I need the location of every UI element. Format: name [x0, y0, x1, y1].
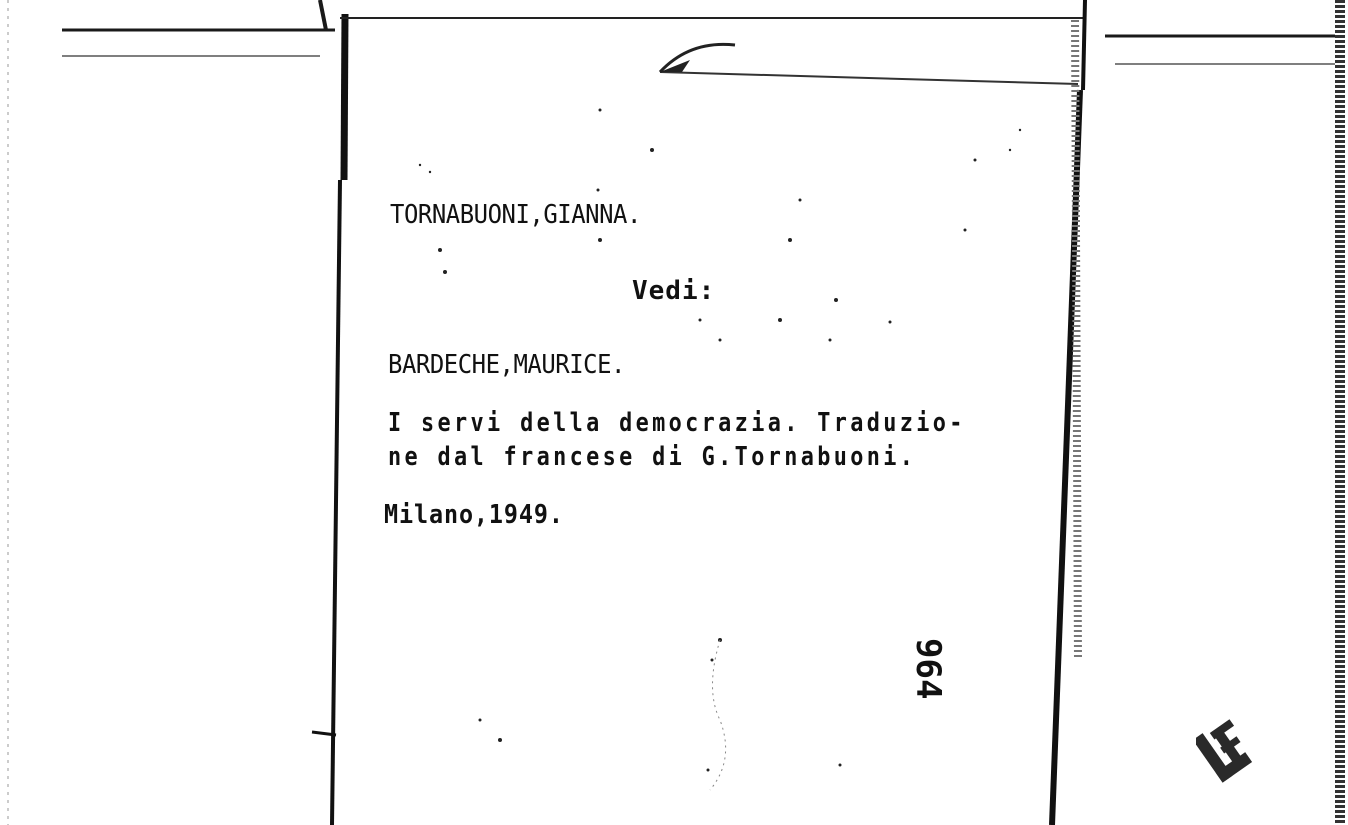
corner-stamp-mark [1196, 712, 1260, 792]
title-line-2: ne dal francese di G.Tornabuoni. [388, 442, 917, 472]
see-reference-label: Vedi: [632, 276, 716, 306]
card-heading: TORNABUONI,GIANNA. [390, 200, 641, 230]
title-line-1: I servi della democrazia. Traduzio- [388, 408, 966, 438]
publication-imprint: Milano,1949. [384, 500, 564, 530]
shelf-number: 964 [908, 638, 948, 700]
author-name: BARDECHE,MAURICE. [388, 350, 626, 380]
